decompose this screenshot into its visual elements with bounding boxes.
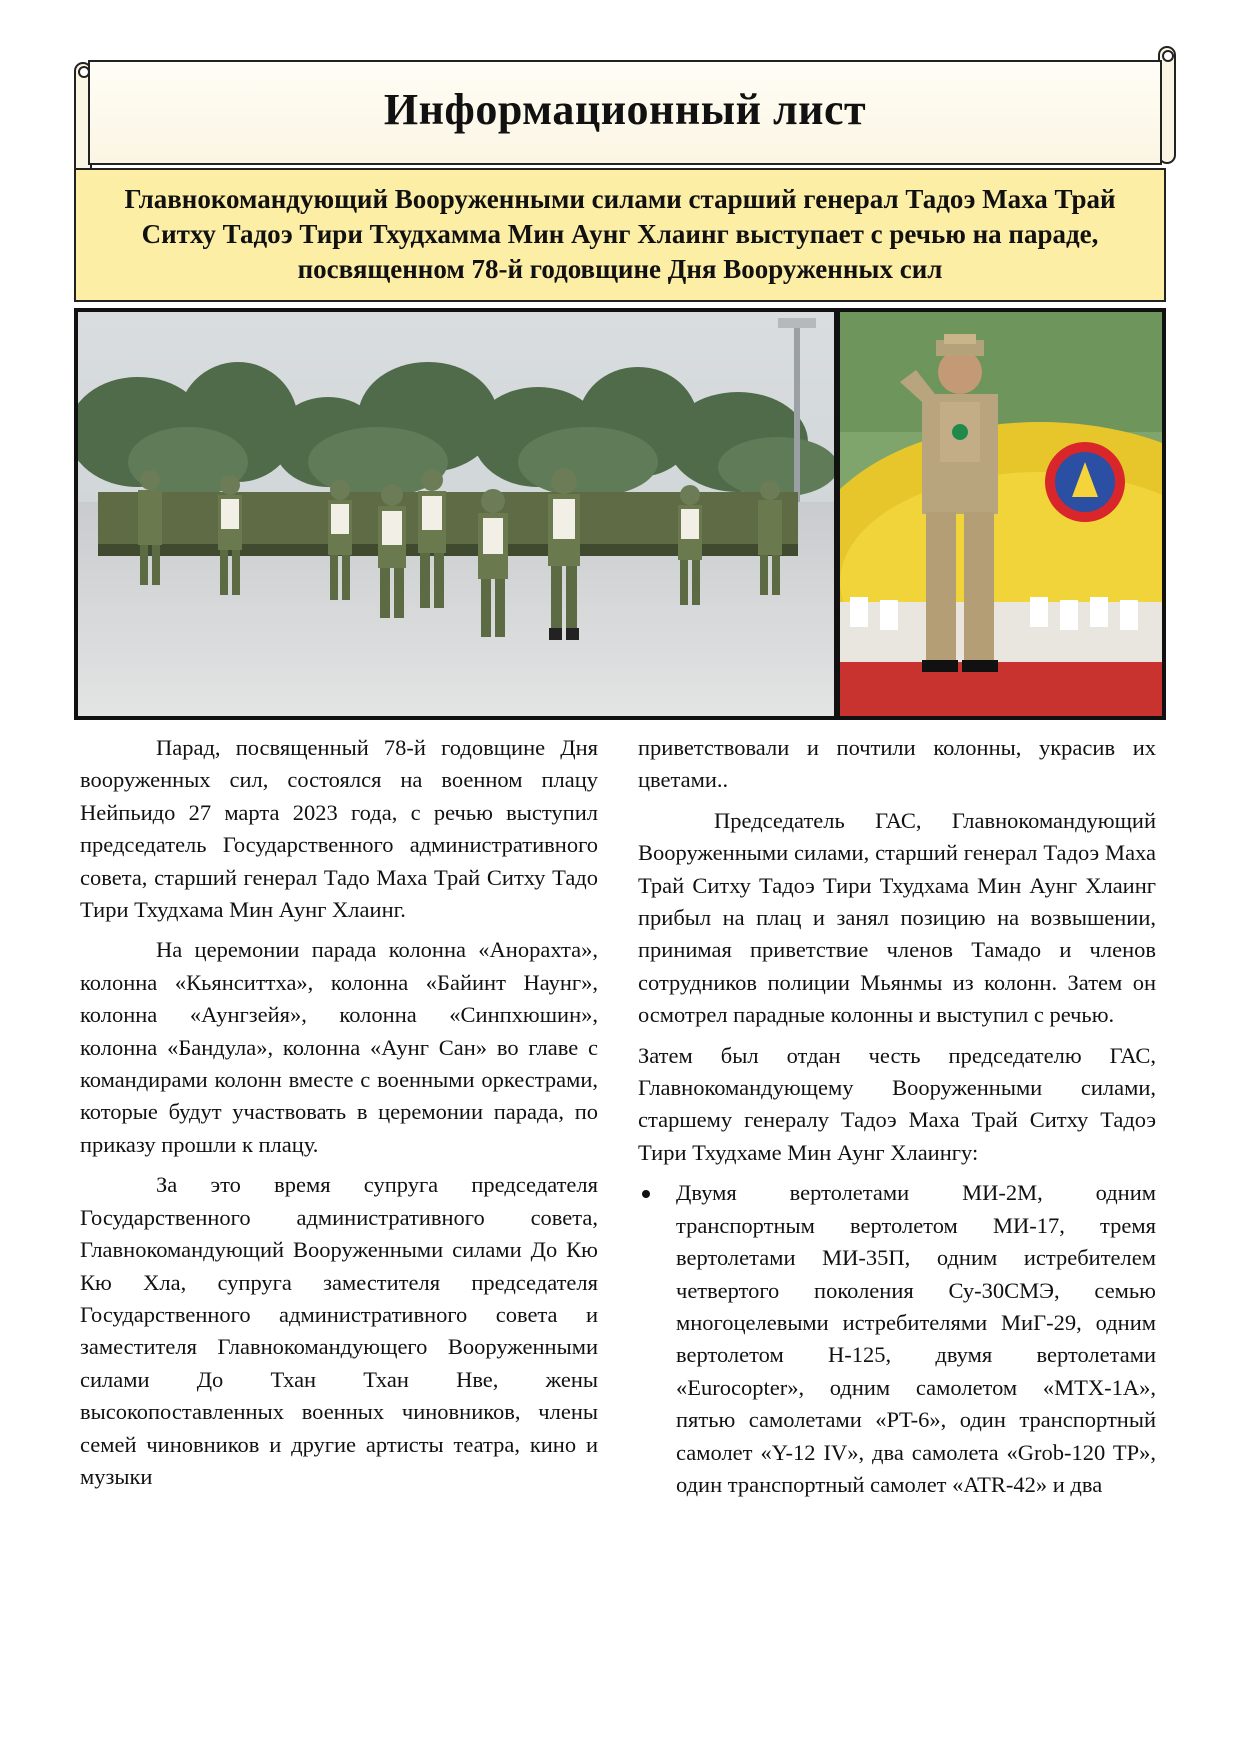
title-banner <box>88 60 1162 165</box>
paragraph: Председатель ГАС, Главнокомандующий Вооруженными силами, старший генерал Тадоэ Маха Трай Ситху Тадоэ Тири Тхудхама Мин Аунг Хлаинг прибыл на плац и занял позицию на возвышении, принимая приветствие членов Тамадо и членов сотрудников полиции Мьянмы из колонн. Затем он осмотрел парадные колонны и выступил с речью. <box>638 807 1156 1028</box>
headline-box <box>74 168 1166 302</box>
paragraph: За это время супруга председателя Государственного административного совета, Главнокомандующий Вооруженными силами До Кю Кю Хла, супруга заместителя председателя Государственного административного совета и заместителя Главнокомандующего Вооруженными силами До Тхан Тхан Нве, жены высокопоставленных военных чиновников, члены семей чиновников и другие артисты театра, кино и музыки <box>80 1172 598 1489</box>
photo-frame <box>74 308 1166 720</box>
parade-image <box>78 312 834 716</box>
text-column-right <box>638 732 1156 1501</box>
headline-text: Главнокомандующий Вооруженными силами старший генерал Тадоэ Маха Трай Ситху Тадоэ Тири Тхудхамма Мин Аунг Хлаинг выступает с речью на параде, посвященном 78-й годовщине Дня Вооруженных сил <box>124 184 1116 284</box>
general-photo <box>840 312 1162 716</box>
paragraph: На церемонии парада колонна «Анорахта», колонна «Кьянситтха», колонна «Байинт Наунг», колонна «Аунгзейя», колонна «Синпхюшин», колонна «Бандула», колонна «Аунг Сан» во главе с командирами колонн вместе с военными оркестрами, которые будут участвовать в церемонии парада, по приказу прошли к плацу. <box>80 937 598 1157</box>
text-column-left <box>80 732 598 1501</box>
page-title: Информационный лист <box>383 85 867 134</box>
paragraph: Затем был отдан честь председателю ГАС, Главнокомандующему Вооруженными силами, старшему генералу Тадоэ Маха Трай Ситху Тадоэ Тири Тхудхаме Мин Аунг Хлаингу: <box>638 1042 1156 1165</box>
general-image <box>840 312 1162 716</box>
list-item: Двумя вертолетами МИ-2М, одним транспортным вертолетом МИ-17, тремя вертолетами МИ-35П, одним истребителем четвертого поколения Су-30СМЭ, семью многоцелевыми истребителями МиГ-29, одним вертолетом H-125, двумя вертолетами «Eurocopter», одним самолетом «MTX-1A», пятью самолетами «PT-6», один транспортный самолет «Y-12 IV», два самолета «Grob-120 TP», один транспортный самолет «ATR-42» и два <box>638 1177 1156 1501</box>
paragraph: приветствовали и почтили колонны, украсив их цветами.. <box>638 735 1156 793</box>
bullet-list <box>638 1177 1156 1501</box>
paragraph: Парад, посвященный 78-й годовщине Дня вооруженных сил, состоялся на военном плацу Нейпьидо 27 марта 2023 года, с речью выступил председатель Государственного административного совета, старший генерал Тадо Маха Трай Ситху Тадо Тири Тхудхама Мин Аунг Хлаинг. <box>80 735 598 923</box>
parade-photo <box>78 312 834 716</box>
